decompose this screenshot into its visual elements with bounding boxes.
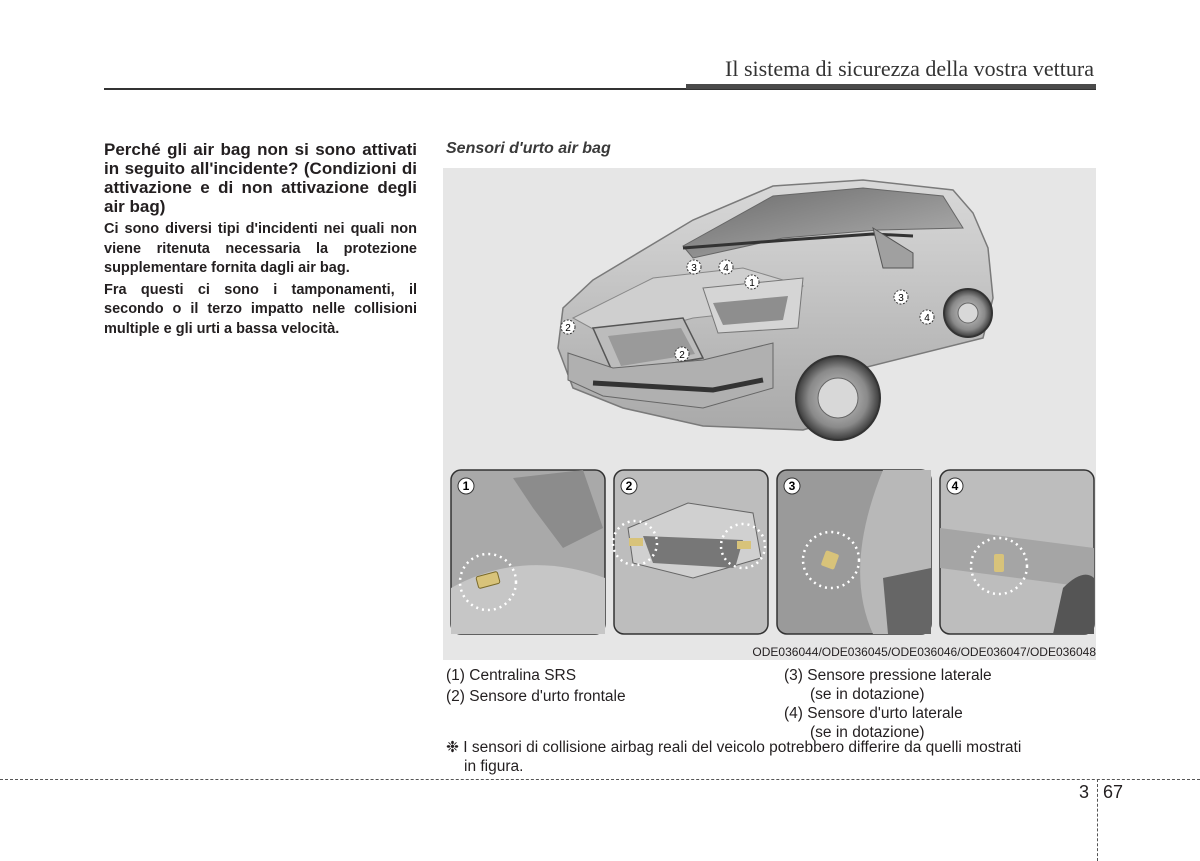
chapter-number: 3 bbox=[1079, 782, 1090, 802]
legend-item: (3) Sensore pressione laterale bbox=[784, 667, 992, 684]
car-illustration bbox=[443, 168, 1096, 660]
legend-item-note: (se in dotazione) bbox=[810, 686, 925, 703]
callout-1 bbox=[745, 275, 759, 289]
footnote-line: in figura. bbox=[464, 758, 524, 775]
callout-4-side bbox=[920, 310, 934, 324]
detail-panel-2 bbox=[613, 470, 768, 634]
paragraph: Ci sono diversi tipi d'incidenti nei quali non viene ritenuta necessaria la protezione supplementare fornita dagli air bag. bbox=[104, 221, 417, 276]
page-number-divider bbox=[1097, 779, 1098, 861]
detail-panel-3 bbox=[777, 470, 931, 634]
car-body bbox=[558, 180, 993, 440]
callout-2-right bbox=[675, 347, 689, 361]
svg-text:2: 2 bbox=[625, 479, 633, 493]
legend-item: (2) Sensore d'urto frontale bbox=[446, 688, 626, 705]
svg-text:4: 4 bbox=[723, 263, 729, 274]
page-number: 67 bbox=[1103, 782, 1124, 802]
legend-left bbox=[446, 666, 626, 708]
callout-4-hood bbox=[719, 260, 733, 274]
svg-text:3: 3 bbox=[788, 479, 796, 493]
legend-item-note: (se in dotazione) bbox=[810, 724, 925, 741]
footer-divider bbox=[0, 779, 1200, 780]
callout-2-left bbox=[561, 320, 575, 334]
figure-title: Sensori d'urto air bag bbox=[446, 140, 611, 157]
footnote bbox=[446, 738, 1096, 776]
legend-item: (4) Sensore d'urto laterale bbox=[784, 705, 963, 722]
svg-text:2: 2 bbox=[565, 323, 571, 334]
legend-item: (1) Centralina SRS bbox=[446, 667, 577, 684]
airbag-sensor-figure bbox=[443, 168, 1096, 660]
detail-panel-1 bbox=[451, 470, 605, 634]
footnote-line: ❉ I sensori di collisione airbag reali del veicolo potrebbero differire da quelli mostrati bbox=[446, 739, 1022, 756]
figure-code: ODE036044/ODE036045/ODE036046/ODE036047/ODE036048 bbox=[752, 645, 1096, 659]
section-title: Il sistema di sicurezza della vostra vettura bbox=[725, 56, 1094, 81]
svg-text:4: 4 bbox=[951, 479, 959, 493]
callout-3-side bbox=[894, 290, 908, 304]
callout-3-hood bbox=[687, 260, 701, 274]
legend-right bbox=[784, 666, 992, 742]
svg-text:1: 1 bbox=[462, 479, 470, 493]
svg-text:1: 1 bbox=[749, 278, 755, 289]
svg-text:3: 3 bbox=[898, 293, 904, 304]
svg-text:4: 4 bbox=[924, 313, 930, 324]
detail-panel-4 bbox=[940, 470, 1094, 634]
svg-text:3: 3 bbox=[691, 263, 697, 274]
left-column bbox=[104, 140, 417, 341]
paragraph: Fra questi ci sono i tamponamenti, il secondo o il terzo impatto nelle collisioni multiple e gli urti a bassa velocità. bbox=[104, 281, 417, 337]
svg-text:2: 2 bbox=[679, 350, 685, 361]
section-heading: Perché gli air bag non si sono attivati in seguito all'incidente? (Condizioni di attivazione e di non attivazione degli air bag) bbox=[104, 140, 417, 216]
header-rule-accent bbox=[686, 84, 1096, 89]
